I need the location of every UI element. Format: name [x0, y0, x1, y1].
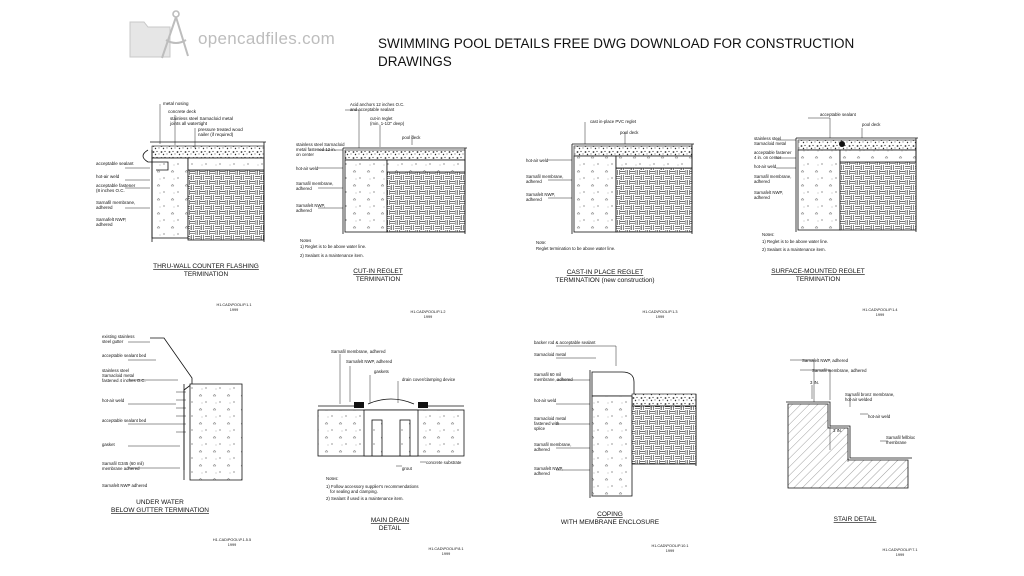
detail-stair [786, 358, 916, 488]
detail-6-title: MAIN DRAIN [370, 517, 410, 524]
callout-label: Sarnafil membrane, [526, 174, 564, 179]
callout-label: H1.CAD\POOL\P.1.3 [642, 310, 678, 314]
detail-7-subtitle: WITH MEMBRANE ENCLOSURE [560, 519, 660, 526]
callout-label: steel gutter [102, 339, 124, 344]
callout-label: membrane [886, 440, 907, 445]
callout-label: adhered [534, 447, 550, 452]
detail-8-title: STAIR DETAIL [833, 516, 877, 523]
callout-label: Sarnafil membrane, adhered [331, 349, 386, 354]
callout-label: for sealing and clamping. [330, 489, 378, 494]
callout-label: H1.CAD\POOL\P.1.1 [216, 303, 252, 307]
callout-label: concrete deck [168, 109, 197, 114]
callout-label: stainless steel [102, 368, 129, 373]
callout-label: 1999 [423, 315, 433, 319]
callout-label: hot-air welded [845, 397, 872, 402]
callout-label: and acceptable sealant [350, 107, 395, 112]
callout-label: (8 inches O.C. [96, 188, 125, 193]
brand-logo-text: opencadfiles.com [198, 29, 336, 48]
detail-3-title: CAST-IN PLACE REGLET [566, 269, 644, 276]
detail-1-title: THRU-WALL COUNTER FLASHING [153, 263, 259, 270]
callout-label: Sarnafelt NWP, [534, 466, 564, 471]
callout-label: H1.CAD\POOL\P.1.2 [410, 310, 446, 314]
sheet-title-line-2: DRAWINGS [378, 54, 452, 69]
callout-label: metal fastened 12 in. [296, 147, 336, 152]
callout-label: Note: [536, 240, 547, 245]
callout-label: existing stainless [102, 334, 135, 339]
callout-label: hot-air weld [96, 174, 120, 179]
callout-label: pool deck [862, 122, 881, 127]
callout-label: acceptable fastener [96, 183, 136, 188]
callout-label: hot-air weld [754, 164, 777, 169]
callout-label: Sarnafelt NWP, [526, 192, 556, 197]
callout-label: backer rod & acceptable sealant [534, 340, 596, 345]
callout-label: stainless steel [754, 136, 781, 141]
callout-label: 1999 [655, 315, 665, 319]
detail-7-title: COPING [597, 511, 623, 518]
callout-label: 1999 [665, 549, 675, 553]
callout-label: Reglet termination to be above water line. [536, 246, 616, 251]
callout-label: hot-air weld [102, 398, 125, 403]
detail-under-water-gutter [102, 334, 242, 488]
callout-label: 3 IN. [833, 428, 843, 433]
callout-label: 1) Reglet is to be above water line. [300, 244, 367, 249]
callout-label: H1.CAD\POOL\P.1.5.5 [212, 538, 252, 542]
callout-label: Sarnafelt NWP, adhered [346, 359, 393, 364]
callout-label: membrane, adhered [534, 377, 573, 382]
callout-label: fastened with [534, 421, 560, 426]
callout-label: pool deck [402, 135, 421, 140]
callout-label: acceptable sealant [820, 112, 856, 117]
callout-label: Acid anchors 12 inches O.C. [350, 102, 405, 107]
callout-label: Sarnacloid metal [754, 141, 787, 146]
callout-label: 1999 [875, 313, 885, 317]
callout-label: pressure treated wood [198, 127, 243, 132]
callout-label: adhered [754, 179, 770, 184]
callout-label: adhered [526, 179, 542, 184]
detail-5-title: UNDER WATER [136, 499, 184, 506]
callout-label: membrane adhered [102, 466, 140, 471]
callout-label: adhered [534, 471, 550, 476]
callout-label: acceptable sealant bed [102, 353, 147, 358]
detail-2-title: CUT-IN REGLET [353, 268, 403, 275]
detail-2-subtitle: TERMINATION [355, 276, 401, 283]
callout-label: stainless steel Sarnacloid [296, 142, 345, 147]
callout-label: splice [534, 426, 545, 431]
callout-label: fastened 4 inches O.C. [102, 378, 146, 383]
callout-label: 1999 [229, 308, 239, 312]
callout-label: Sarnacloid metal [102, 373, 135, 378]
callout-label: adhered [526, 197, 542, 202]
callout-label: 2) Sealant is a maintenance item. [300, 253, 364, 258]
callout-label: 1999 [441, 552, 451, 556]
callout-label: H1.CAD\POOL\P.1.4 [862, 308, 898, 312]
callout-label: Notes [300, 238, 312, 243]
callout-label: Sarnafelt NWP adhered [102, 483, 148, 488]
callout-label: Notes: [762, 232, 775, 237]
callout-label: gaskets [374, 369, 389, 374]
callout-label: hot-air weld [526, 158, 549, 163]
detail-6-subtitle: DETAIL [378, 525, 402, 532]
callout-label: Sarnacloid metal [534, 352, 567, 357]
callout-label: adhered [96, 205, 113, 210]
callout-label: 2) Sealant if used is a maintenance item. [326, 496, 404, 501]
detail-4-subtitle: TERMINATION [795, 276, 841, 283]
callout-label: Sarnafil membrane, [96, 200, 136, 205]
callout-label: 1999 [895, 553, 905, 557]
callout-label: H1.CAD\POOL\P.7.1 [882, 548, 918, 552]
callout-label: hot-air weld [534, 398, 557, 403]
detail-1-subtitle: TERMINATION [183, 271, 229, 278]
detail-main-drain [318, 349, 464, 501]
callout-label: Sarnafil membrane, [296, 181, 334, 186]
callout-label: adhered [96, 222, 113, 227]
callout-label: 1999 [227, 543, 237, 547]
callout-label: concrete substrate [426, 460, 462, 465]
callout-label: pool deck [620, 130, 639, 135]
callout-label: hot-air weld [296, 166, 319, 171]
callout-label: Sarnafelt NWP, [754, 190, 784, 195]
callout-label: Sarnafil 60 mil [534, 372, 562, 377]
callout-label: Sarnafil G345 (60 mil) [102, 461, 144, 466]
detail-5-subtitle: BELOW GUTTER TERMINATION [111, 507, 209, 514]
callout-label: 4 in. on center [754, 155, 782, 160]
detail-surface-mounted-reglet [754, 112, 918, 252]
callout-label: hot-air weld [868, 414, 891, 419]
callout-label: drain cover/clamping device [402, 377, 456, 382]
callout-label: Sarnafil membrane, [754, 174, 792, 179]
callout-label: Notes: [326, 476, 339, 481]
callout-label: nailer (if required) [198, 132, 234, 137]
callout-label: Sarnafil bronz membrane, [845, 392, 895, 397]
callout-label: adhered [754, 195, 770, 200]
detail-3-subtitle: TERMINATION (new construction) [555, 277, 655, 284]
callout-label: joints all watertight [170, 121, 208, 126]
callout-label: Sarnacloid metal [534, 416, 567, 421]
callout-label: on center [296, 152, 314, 157]
callout-label: acceptable fastener [754, 150, 792, 155]
callout-label: acceptable sealant [96, 161, 134, 166]
callout-label: Sarnafelt NWP, adhered [802, 358, 849, 363]
callout-label: 2) Sealant is a maintenance item. [762, 247, 826, 252]
callout-label: grout [402, 466, 412, 471]
callout-label: cast in-place PVC reglet [590, 119, 637, 124]
sheet-title-line-1: SWIMMING POOL DETAILS FREE DWG DOWNLOAD FOR CONSTRUCTION [378, 36, 855, 51]
callout-label: stainless steel Sarnacloid metal [170, 116, 234, 121]
detail-cast-in-place-reglet [526, 119, 694, 251]
callout-label: 3 IN. [810, 380, 820, 385]
detail-thru-wall-counter-flashing [96, 101, 266, 242]
folder-compass-logo-icon [130, 11, 188, 58]
callout-label: metal nosing [163, 101, 189, 106]
callout-label: acceptable sealant bed [102, 418, 147, 423]
callout-label: Sarnafelt NWP, [96, 217, 127, 222]
callout-label: H1.CAD\POOL\P.8.1 [428, 547, 464, 551]
detail-coping [534, 340, 696, 498]
callout-label: Sarnafil fellbloc [886, 435, 916, 440]
callout-label: H1.CAD\POOL\P.10.1 [651, 544, 689, 548]
callout-label: adhered [296, 186, 312, 191]
callout-label: (min. 1-1/2" deep) [370, 121, 405, 126]
callout-label: gasket [102, 442, 115, 447]
detail-4-title: SURFACE-MOUNTED REGLET [771, 268, 865, 275]
detail-cut-in-reglet [296, 102, 467, 258]
callout-label: 1) Follow accessory supplier's recommendations [326, 484, 419, 489]
callout-label: Sarnafelt NWP, [296, 203, 326, 208]
callout-label: 1) Reglet is to be above water line. [762, 239, 829, 244]
callout-label: Sarnafil membrane, adhered [812, 368, 867, 373]
callout-label: Sarnafil membrane, [534, 442, 572, 447]
callout-label: cut-in reglet [370, 116, 393, 121]
callout-label: adhered [296, 208, 312, 213]
